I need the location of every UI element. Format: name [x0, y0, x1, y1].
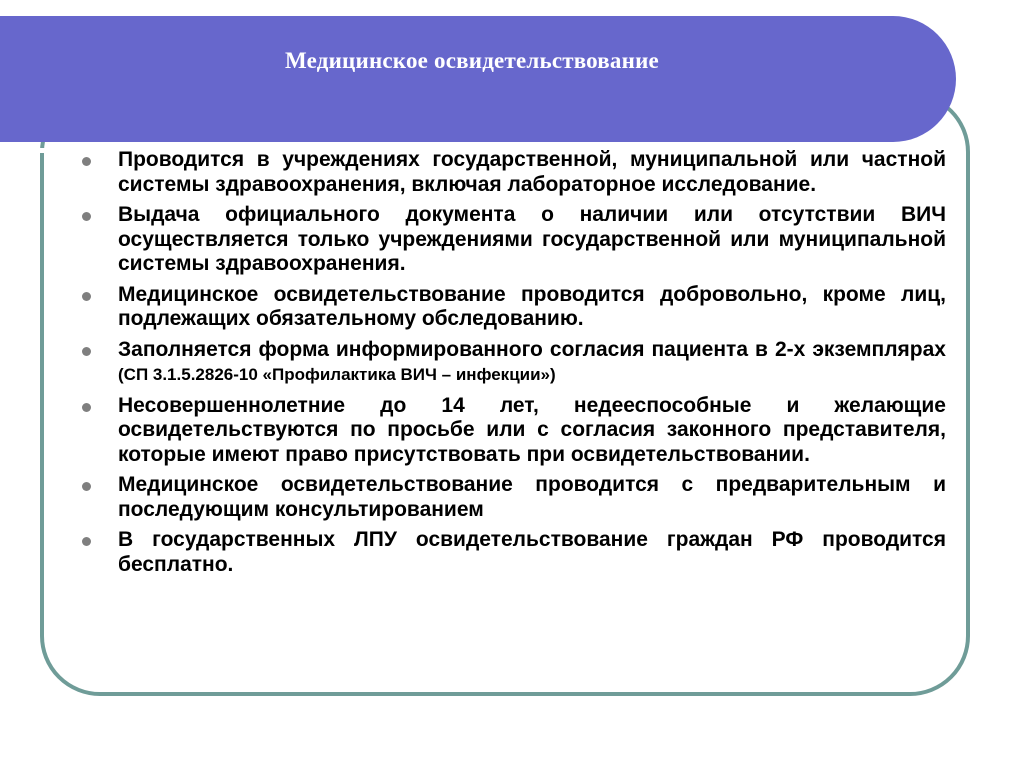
bullet-item-6 — [78, 473, 946, 522]
bullet-text-7: В государственных ЛПУ освидетельствование граждан РФ проводится бесплатно. — [118, 528, 946, 576]
title-banner — [0, 16, 956, 142]
bullet-text-2: Выдача официального документа о наличии или отсутствии ВИЧ осуществляется только учреждениями государственной или муниципальной системы здравоохранения. — [118, 203, 946, 275]
bullet-text-5: Несовершеннолетние до 14 лет, недееспособные и желающие освидетельствуются по просьбе или с согласия законного представителя, которые имеют право присутствовать при освидетельствовании. — [118, 393, 946, 466]
bullet-item-4 — [78, 338, 946, 388]
bullet-item-5 — [78, 394, 946, 468]
bullet-dot-icon — [82, 157, 91, 166]
bullet-item-2 — [78, 203, 946, 277]
bullet-dot-icon — [82, 537, 91, 546]
bullet-item-3 — [78, 283, 946, 332]
bullet-text-4: Заполняется форма информированного согласия пациента в 2-х экземплярах — [118, 337, 946, 361]
bullet-dot-icon — [82, 292, 91, 301]
bullet-dot-icon — [82, 482, 91, 491]
bullet-text-6: Медицинское освидетельствование проводится с предварительным и последующим консультированием — [118, 473, 946, 521]
bullet-text-1: Проводится в учреждениях государственной, муниципальной или частной системы здравоохранения, включая лабораторное исследование. — [118, 148, 946, 196]
bullet-item-7 — [78, 528, 946, 577]
bullet-dot-icon — [82, 347, 91, 356]
slide-title: Медицинское освидетельствование — [285, 48, 659, 73]
bullet-dot-icon — [82, 403, 91, 412]
bullet-dot-icon — [82, 212, 91, 221]
bullet-item-1 — [78, 148, 946, 197]
bullet-text-3: Медицинское освидетельствование проводится добровольно, кроме лиц, подлежащих обязательному обследованию. — [118, 282, 946, 330]
bullet-note-4: (СП 3.1.5.2826-10 «Профилактика ВИЧ – инфекции») — [118, 365, 556, 384]
bullet-list — [78, 148, 946, 583]
